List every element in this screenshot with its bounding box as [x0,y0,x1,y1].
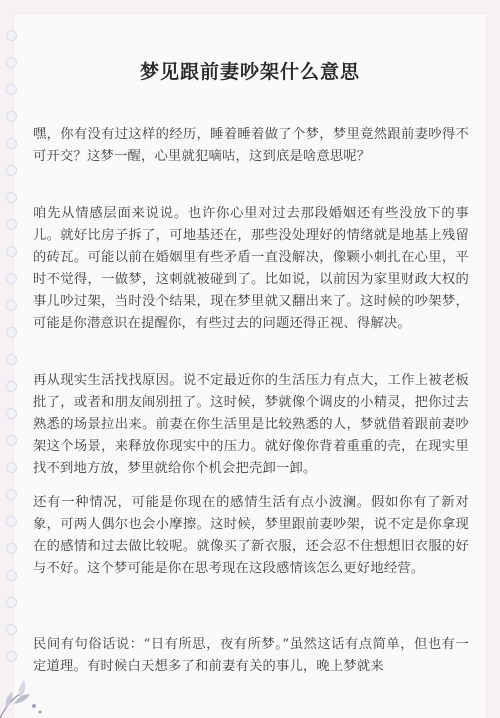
paragraph: 民间有句俗话说：“日有所思，夜有所梦。”虽然这话有点简单，但也有一定道理。有时候白天想多了和前妻有关的事儿，晚上梦就来 [33,637,469,674]
paragraph: 咱先从情感层面来说说。也许你心里对过去那段婚姻还有些没放下的事儿。就好比房子拆了，可地基还在，那些没处理好的情绪就是地基上残留的砖瓦。可能以前在婚姻里有些矛盾一直没解决，像颗小刺扎在心里，平时不觉得，一做梦，这刺就被碰到了。比如说，以前因为家里财政大权的事儿吵过架，当时没个结果，现在梦里就又翻出来了。这时候的吵架梦，可能是你潜意识在提醒你，有些过去的问题还得正视、得解决。 [33,206,469,331]
binder-ring-icon [6,192,17,203]
binder-ring-icon [6,435,17,446]
binder-ring-icon [6,408,17,419]
binder-ring-icon [6,354,17,365]
binder-ring-icon [6,597,17,608]
floral-decoration-icon [0,648,70,718]
binder-ring-icon [6,489,17,500]
binder-ring-icon [6,246,17,257]
binder-ring-icon [6,624,17,635]
binder-ring-icon [6,30,17,41]
binder-ring-icon [6,273,17,284]
binder-ring-icon [6,462,17,473]
binder-ring-icon [6,300,17,311]
binder-ring-icon [6,327,17,338]
binder-ring-icon [6,138,17,149]
paragraph: 还有一种情况，可能是你现在的感情生活有点小波澜。假如你有了新对象，可两人偶尔也会小摩擦。这时候，梦里跟前妻吵架，说不定是你拿现在的感情和过去做比较呢。就像买了新衣服，还会忍不住想想旧衣服的好与不好。这个梦可能是你在思考现在这段感情该怎么更好地经营。 [33,495,469,576]
binder-ring-icon [6,165,17,176]
binder-rings [6,30,20,650]
binder-ring-icon [6,219,17,230]
article-title: 梦见跟前妻吵架什么意思 [139,61,360,83]
binder-ring-icon [6,543,17,554]
binder-ring-icon [6,111,17,122]
paragraph: 嘿，你有没有过这样的经历，睡着睡着做了个梦，梦里竟然跟前妻吵得不可开交？这梦一醒，心里就犯嘀咕，这到底是啥意思呢？ [33,127,469,164]
paragraph: 再从现实生活找找原因。说不定最近你的生活压力有点大，工作上被老板批了，或者和朋友闹别扭了。这时候，梦就像个调皮的小精灵，把你过去熟悉的场景拉出来。前妻在你生活里是比较熟悉的人，梦就借着跟前妻吵架这个场景，来释放你现实中的压力。就好像你背着重重的壳，在现实里找不到地方放，梦里就给你个机会把壳卸一卸。 [33,373,469,476]
binder-ring-icon [6,381,17,392]
binder-ring-icon [6,84,17,95]
paper-sheet [14,14,486,718]
binder-ring-icon [6,516,17,527]
binder-ring-icon [6,570,17,581]
